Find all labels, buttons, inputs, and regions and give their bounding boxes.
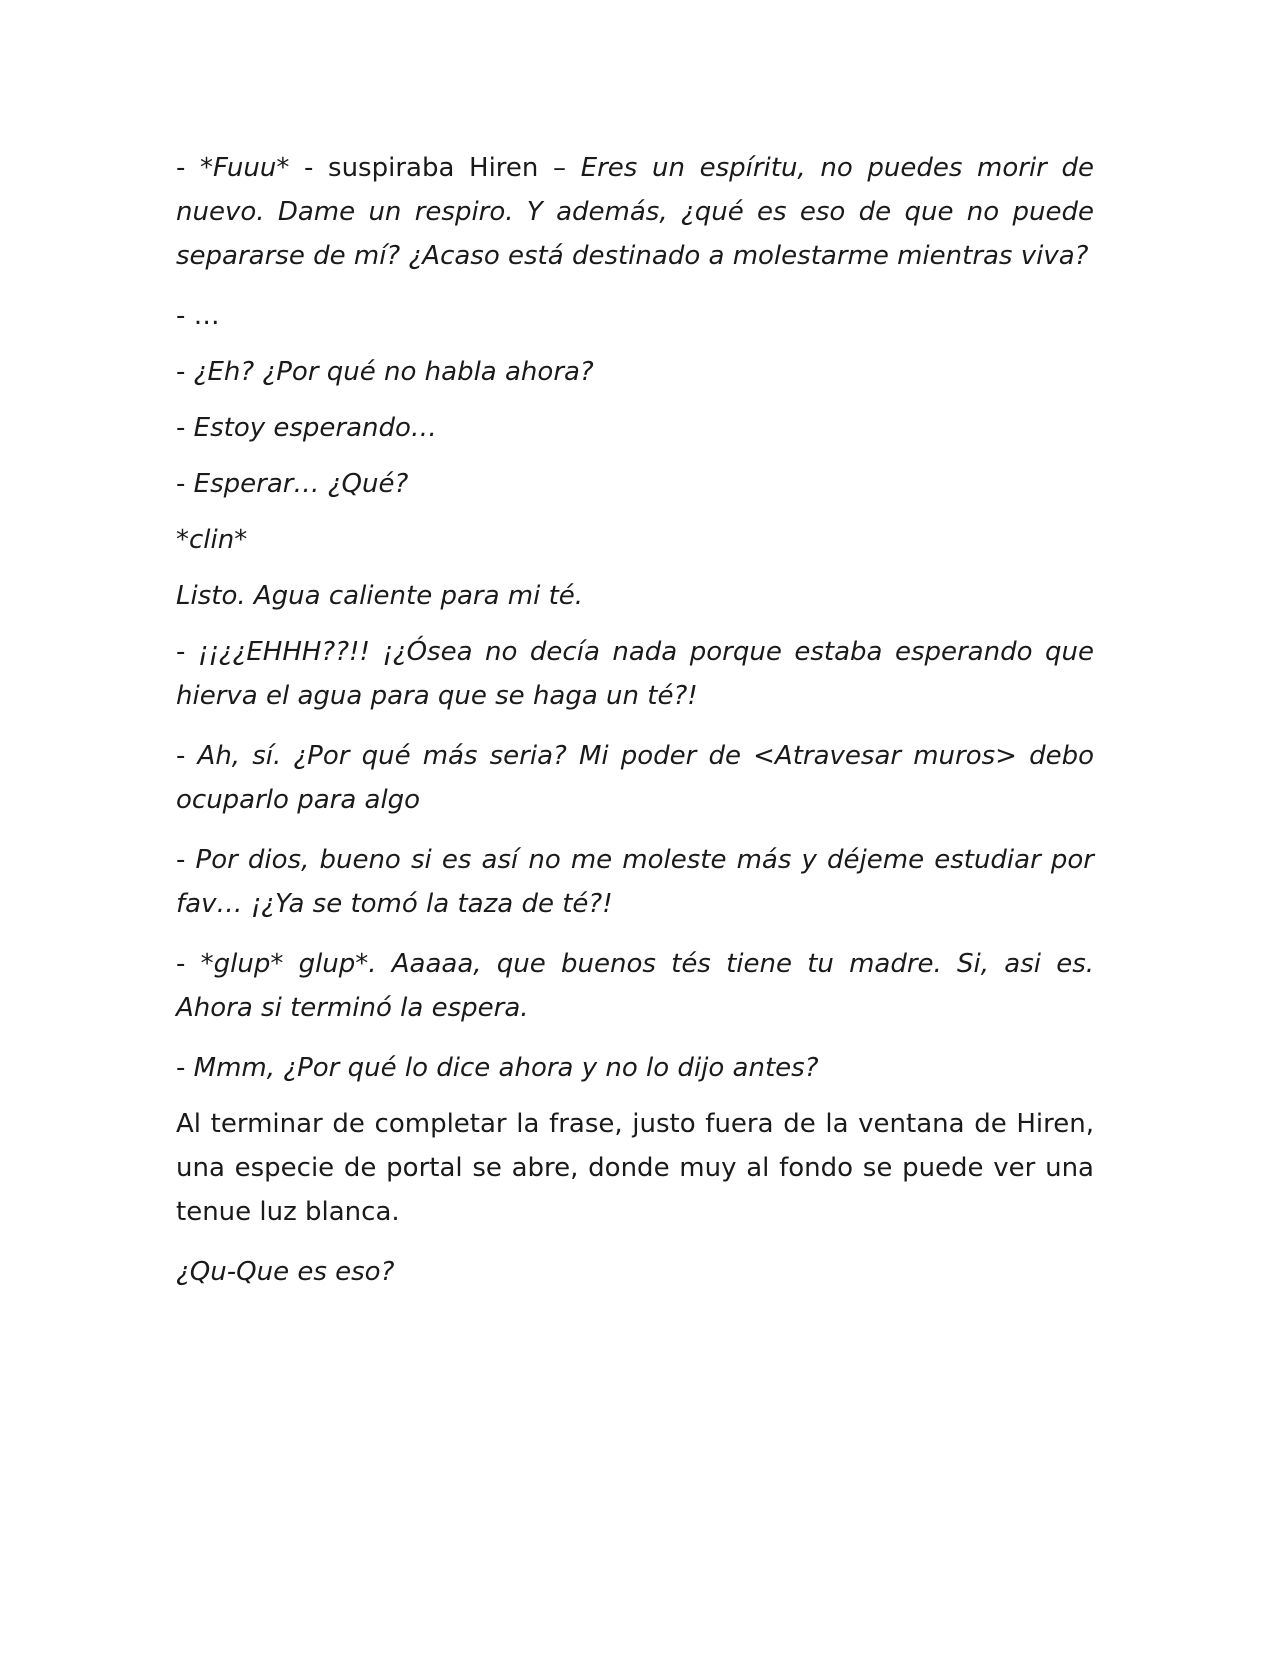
paragraph-3 <box>176 350 1094 394</box>
dash: - <box>176 357 194 387</box>
document-page <box>176 146 1094 1310</box>
dash: - <box>176 741 198 771</box>
paragraph-14 <box>176 1250 1094 1294</box>
dash: - <box>176 153 201 183</box>
paragraph-5 <box>176 462 1094 506</box>
paragraph-2 <box>176 294 1094 338</box>
paragraph-7 <box>176 574 1094 618</box>
dialogue: - … <box>176 301 220 331</box>
dash: - <box>176 1053 194 1083</box>
sound-effect: *clin* <box>176 525 248 555</box>
narration: - suspiraba Hiren – <box>289 153 581 183</box>
dialogue: Estoy esperando… <box>193 413 437 443</box>
narration: Al terminar de completar la frase, justo fuera de la ventana de Hiren, una especie de portal se abre, donde muy al fondo se puede ver una tenue luz blanca. <box>176 1109 1094 1227</box>
sound-effect: *Fuuu* <box>200 153 290 183</box>
dialogue: Eres un espíritu, no puedes morir de nuevo. Dame un respiro. Y además, ¿qué es eso de que no puede separarse de mí? ¿Acaso está destinado a molestarme mientras viva? <box>176 153 1095 271</box>
dialogue: Mmm, ¿Por qué lo dice ahora y no lo dijo antes? <box>193 1053 819 1083</box>
dialogue: Ah, sí. ¿Por qué más seria? Mi poder de <Atravesar muros> debo ocuparlo para algo <box>176 741 1094 815</box>
dialogue: ¿Eh? ¿Por qué no habla ahora? <box>193 357 594 387</box>
paragraph-9 <box>176 734 1094 822</box>
paragraph-4 <box>176 406 1094 450</box>
dialogue: ¿Qu-Que es eso? <box>176 1257 395 1287</box>
dialogue: Por dios, bueno si es así no me moleste más y déjeme estudiar por fav… ¡¿Ya se tomó la taza de té?! <box>176 845 1094 919</box>
paragraph-8 <box>176 630 1094 718</box>
dash: - <box>176 637 198 667</box>
dialogue: Esperar… ¿Qué? <box>193 469 409 499</box>
paragraph-13 <box>176 1102 1094 1234</box>
dash: - <box>176 845 196 875</box>
dialogue: Listo. Agua caliente para mi té. <box>176 581 584 611</box>
dash: - <box>176 949 201 979</box>
dialogue: *glup* glup*. Aaaaa, que buenos tés tiene tu madre. Si, asi es. Ahora si terminó la espera. <box>176 949 1095 1023</box>
paragraph-11 <box>176 942 1094 1030</box>
paragraph-6 <box>176 518 1094 562</box>
paragraph-10 <box>176 838 1094 926</box>
paragraph-1 <box>176 146 1094 278</box>
dialogue: ¡¡¿¿EHHH??!! ¡¿Ósea no decía nada porque estaba esperando que hierva el agua para que se haga un té?! <box>176 637 1094 711</box>
dash: - <box>176 469 194 499</box>
dash: - <box>176 413 194 443</box>
paragraph-12 <box>176 1046 1094 1090</box>
